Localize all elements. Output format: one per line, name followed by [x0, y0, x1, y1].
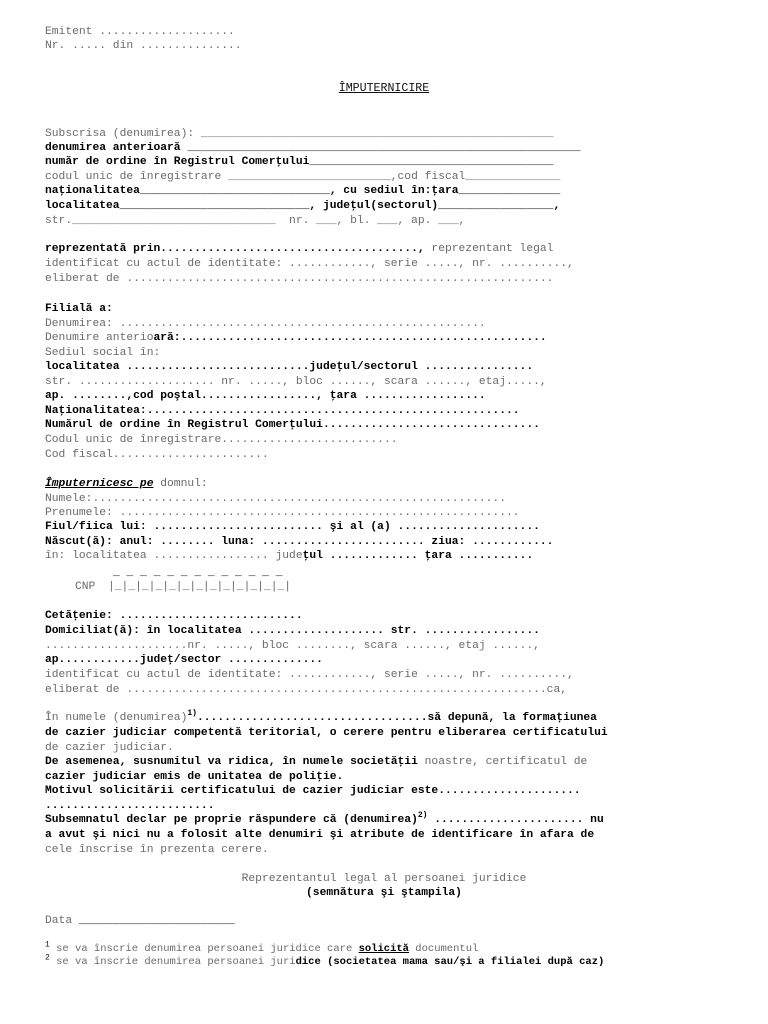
footnote-1-text-c: documentul: [409, 943, 479, 955]
numar-registru-line: [45, 155, 553, 169]
filiala-numarul: Numărul de ordine în Registrul Comerţului................................: [45, 419, 540, 431]
localitate-line: localitatea____________________________, judeţul(sectorul)_________________,: [45, 200, 561, 212]
date-line: [45, 914, 235, 928]
filiala-sediu: Sediul social în:: [45, 347, 161, 359]
date-blank: _______________________: [72, 915, 235, 927]
p4-line2: a avut şi nici nu a folosit alte denumiri şi atribute de identificare în afara de: [45, 829, 595, 841]
fiul-fiica-line: Fiul/fiica lui: ......................... şi al (a) .....................: [45, 521, 540, 533]
signature-note: (semnătura şi ştampila): [306, 887, 462, 899]
reprezentata-blank: ......................................,: [160, 243, 432, 255]
filiala-anterioara-bold: ară:......................................................: [153, 332, 547, 344]
filiala-nationalitatea: Naţionalitatea:.......................................................: [45, 405, 520, 417]
nascut-line: Născut(ă): anul: ........ luna: ........................ ziua: ............: [45, 536, 554, 548]
reprezentant-role: reprezentant legal: [431, 243, 554, 255]
rep-eliberat-line: eliberat de ...............................................................: [45, 273, 554, 285]
in-localitatea-gray: în: localitatea ................. jude: [45, 550, 303, 562]
prenumele-line: Prenumele: ...........................................................: [45, 507, 520, 519]
nr-din-line: Nr. ..... din ...............: [45, 40, 242, 52]
footnote-2-num: 2: [45, 953, 50, 963]
p4-line3: cele înscrise în prezenta cerere.: [45, 844, 269, 856]
numele-line: Numele:.............................................................: [45, 493, 506, 505]
document-title: ÎMPUTERNICIRE: [338, 82, 430, 95]
denumire-anterioara-label: denumirea anterioară: [45, 142, 181, 154]
cnp-top-line: _ _ _ _ _ _ _ _ _ _ _ _ _: [113, 567, 283, 579]
filiala-cui: Codul unic de înregistrare..........................: [45, 434, 398, 446]
numar-registru-blank: ____________________________________: [309, 156, 554, 168]
p4-rest: ...................... nu: [427, 814, 604, 826]
filiala-heading: Filială a:: [45, 303, 113, 315]
p1-line1: [45, 711, 597, 725]
p4-start: Subsemnatul declar pe proprie răspundere că (denumirea): [45, 814, 418, 826]
in-localitatea-bold: ţul ............. ţara ...........: [302, 550, 534, 562]
footnote-1-text-a: se va înscrie denumirea persoanei juridice care: [49, 943, 359, 955]
dom-eliberat-line: eliberat de ..............................................................ca,: [45, 684, 568, 696]
footnote-ref-1: 1): [187, 709, 197, 719]
nationalitate-line: naţionalitatea____________________________, cu sediul în:ţara_______________: [45, 185, 561, 197]
cnp-label: CNP: [75, 581, 96, 593]
filiala-localitatea: localitatea ...........................judeţul/sectorul ................: [45, 361, 534, 373]
p1-start: În numele (denumirea): [45, 712, 188, 724]
filiala-anterioara: [45, 331, 547, 345]
cetatenie-line: Cetăţenie: ...........................: [45, 610, 303, 622]
denumire-anterioara-blank: __________________________________________________________: [180, 142, 581, 154]
signature-role: Reprezentantul legal al persoanei juridice: [241, 873, 527, 885]
p1-line3: de cazier judiciar.: [45, 742, 174, 754]
domnul-label: domnul:: [153, 478, 208, 490]
reprezentata-label: reprezentată prin: [45, 243, 161, 255]
reprezentata-line: [45, 242, 553, 256]
footnote-1-num: 1: [45, 940, 50, 950]
imputernicesc-label: Împuternicesc pe: [45, 478, 154, 490]
footnote-ref-2: 2): [417, 811, 428, 821]
cnp-boxes: |_|_|_|_|_|_|_|_|_|_|_|_|_|: [108, 581, 292, 593]
p3-line2: .........................: [45, 800, 215, 812]
numar-registru-label: număr de ordine în Registrul Comerţului: [45, 156, 310, 168]
footnote-1-text-b: solicită: [358, 943, 409, 955]
domiciliat-line: Domiciliat(ă): în localitatea .................... str. .................: [45, 625, 540, 637]
filiala-ap: ap. ........,cod poştal................., ţara ..................: [45, 390, 486, 402]
filiala-str: str. .................... nr. ....., bloc ......, scara ......, etaj.....,: [45, 376, 547, 388]
subscrisa-line: Subscrisa (denumirea): ____________________________________________________: [45, 128, 554, 140]
dom-id-line: identificat cu actul de identitate: ............, serie ....., nr. ..........,: [45, 669, 574, 681]
str-line: str.______________________________ nr. ___, bl. ___, ap. ___,: [45, 215, 466, 227]
footnote-2-text-a: se va înscrie denumirea persoanei juri: [49, 956, 296, 968]
date-label: Data: [45, 915, 73, 927]
filiala-cod-fiscal: Cod fiscal.......................: [45, 449, 269, 461]
filiala-denumirea: Denumirea: ......................................................: [45, 318, 486, 330]
rep-id-line: identificat cu actul de identitate: ............, serie ....., nr. ..........,: [45, 258, 574, 270]
p1-rest: ..................................să depună, la formaţiunea: [196, 712, 597, 724]
p2-bold: De asemenea, susnumitul va ridica, în numele societăţii: [45, 756, 418, 768]
dom-nr-line: .....................nr. ....., bloc ........, scara ......, etaj ......,: [45, 640, 540, 652]
imputernicesc-line: [45, 477, 208, 491]
footnote-2: [45, 955, 604, 969]
cui-line: codul unic de înregistrare ________________________,cod fiscal______________: [45, 171, 561, 183]
denumire-anterioara-line: [45, 141, 581, 155]
p2-gray: noastre, certificatul de: [417, 756, 588, 768]
footnote-2-text-b: dice (societatea mama sau/şi a filialei după caz): [295, 956, 605, 968]
in-localitatea-line: [45, 549, 533, 563]
p2-line2: cazier judiciar emis de unitatea de poliţie.: [45, 771, 344, 783]
footnote-1: [45, 942, 478, 956]
emitent-line: Emitent ....................: [45, 26, 235, 38]
p1-line2: de cazier judiciar competentă teritorial, o cerere pentru eliberarea certificatului: [45, 727, 608, 739]
p3-line1: Motivul solicitării certificatului de cazier judiciar este.....................: [45, 785, 581, 797]
p2-line1: [45, 755, 587, 769]
filiala-anterioara-gray: Denumire anterio: [45, 332, 154, 344]
dom-ap-line: ap............judeţ/sector ..............: [45, 654, 323, 666]
p4-line1: [45, 813, 604, 827]
